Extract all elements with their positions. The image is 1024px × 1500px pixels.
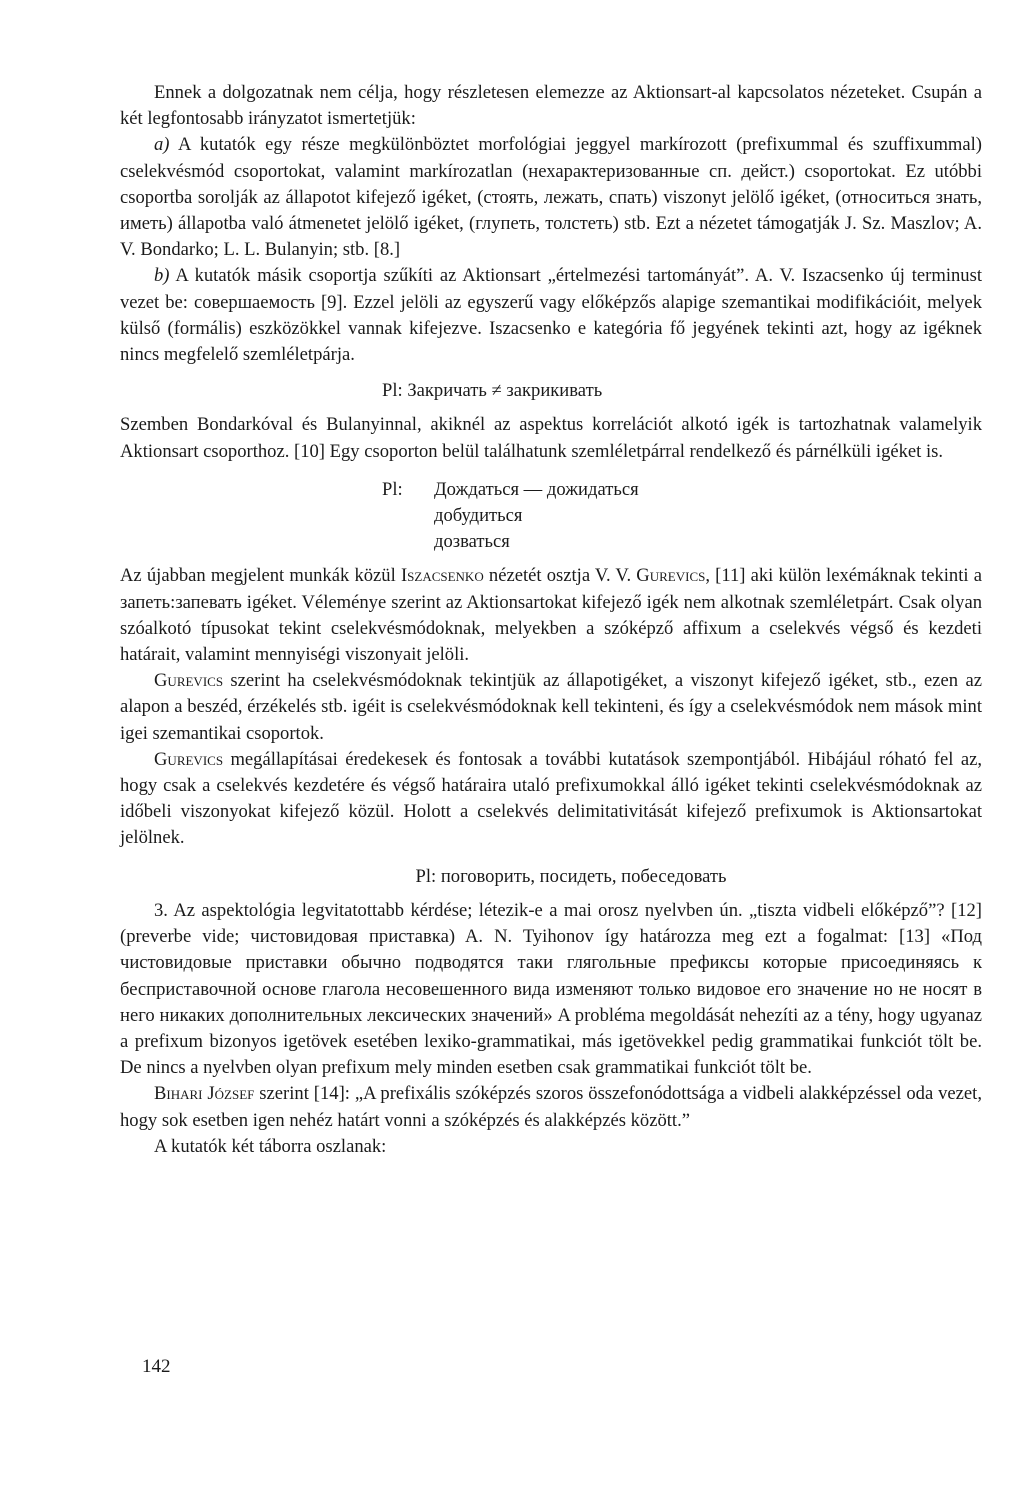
paragraph-camps: A kutatók két táborra oszlanak: [154,1135,387,1157]
page-body [120,80,982,1160]
paragraph-bihari [120,1081,982,1133]
paragraph-a-text: A kutatók egy része megkülönböztet morfológiai jeggyel markírozott (prefixummal és szuffixummal) cselekvésmód csoportokat, valamint markírozatlan (нехарактеризованные сп. дейст.) csoportokat. Ez utóbbi csoportba sorolják az állapotot kifejező igéket, (стоять, лежать, спать) viszonyt jelölő igéket, (относиться знать, иметь) állapotba való átmenetet jelölő igéket, (глупеть, толстеть) stb. Ezt a nézetet támogatják J. Sz. Maszlov; A. V. Bondarko; L. L. Bulanyin; stb. [8.] [120,134,982,261]
text-run: megállapításai éredekesek és fontosak a további kutatások szempontjából. Hibájául róható fel az, hogy csak a cselekvés kezdetére és végső határaira utaló prefixumokkal álló igéket tekinti cselekvésmódoknak az időbeli viszonyokat kifejező közül. Holott a cselekvés delimitativitását kifejező prefixumok is Aktionsartokat jelölnek. [120,748,982,849]
paragraph-b-text: A kutatók másik csoportja szűkíti az Aktionsart „értelmezési tartományát”. A. V. Iszacsenko új terminust vezet be: совершаемость [9]. Ezzel jelöli az egyszerű vagy előképzős alapige szemantikai modifikációit, melyek külső (formális) eszközökkel vannak kifejezve. Iszacsenko e kategória fő jegyének tekinti azt, hogy az igéknek nincs megfelelő szemléletpárja. [120,265,982,366]
list-marker-a: a) [154,134,170,156]
text-run: nézetét osztja V. V. [483,565,637,587]
example-2-label: Pl: [382,478,403,500]
example-2-line-2: добудиться [434,505,523,527]
example-2 [382,477,982,556]
paragraph-bondarko: Szemben Bondarkóval és Bulanyinnal, akiknél az aspektus korrelációt alkotó igék is tartozhatnak valamelyik Aktionsart csoporthoz. [10] Egy csoporton belül találhatunk szemléletpárral rendelkező és párnélküli igéket is. [120,414,982,462]
author-name: Gurevics [154,748,224,770]
paragraph-aspectology: 3. Az aspektológia legvitatottabb kérdése; létezik-e a mai orosz nyelvben ún. „tiszta vidbeli előképző”? [12] (preverbe vide; чистовидовая приставка) A. N. Tyihonov így határozza meg ezt a fogalmat: [13] «Под чистовидовые приставки обычно подводятся таки глягольные префиксы которые присоединяясь к бесприставочной основе глагола несовешенного вида изменяют только видовое его значение но не носят в него никаких дополнительных лексических значений» A probléma megoldását nehezíti az a tény, hogy ugyanaz a prefixum bizonyos igetövek esetében lexiko-grammatikai, más igetövekkel pedig grammatikai funkciót tölt be. De nincs a nyelvben olyan prefixum mely minden esetben csak grammatikai funkciót tölt be. [120,899,982,1079]
paragraph-gurevics-1 [120,563,982,668]
text-run: szerint [14]: „A prefixális szóképzés szoros összefonódottsága a vidbeli alakképzéssel oda vezet, hogy sok esetben igen nehéz határt vonni a szóképzés és alakképzés között.” [120,1083,982,1131]
text-run: , [11] aki külön lexémáknak tekinti a запеть:запевать igéket. Véleménye szerint az Aktionsartokat kifejező igék nem alkotnak szemléletpárt. Csak olyan szóalkotó típusokat tekint cselekvésmódoknak, melyekben a szóképző affixum a cselekvés végső és kezdeti határait, valamint mennyiségi viszonyait jelöli. [120,565,982,666]
paragraph-gurevics-2 [120,668,982,747]
author-name: Iszacsenko [400,565,484,587]
example-2-line-3: дозваться [434,531,510,553]
example-2-line-1: Дождаться — дожидаться [434,478,639,500]
paragraph-intro: Ennek a dolgozatnak nem célja, hogy részletesen elemezze az Aktionsart-al kapcsolatos nézeteket. Csupán a két legfontosabb irányzatot ismertetjük: [120,82,982,130]
text-run: Az újabban megjelent munkák közül [120,565,401,587]
example-3: Pl: поговорить, посидеть, побеседовать [415,865,727,887]
list-marker-b: b) [154,265,170,287]
paragraph-b [120,263,982,368]
author-name: Bihari József [154,1083,255,1105]
paragraph-gurevics-3 [120,747,982,852]
author-name: Gurevics [154,670,224,692]
page-number: 142 [142,1356,171,1377]
example-1: Pl: Закричать ≠ закрикивать [382,380,603,402]
paragraph-a [120,132,982,263]
text-run: szerint ha cselekvésmódoknak tekintjük az állapotigéket, a viszonyt kifejező igéket, stb., ezen az alapon a beszéd, érzékelés stb. igéit is cselekvésmódoknak kell tekinteni, és így a cselekvésmódok nem mások mint igei szemantikai csoportok. [120,670,982,744]
author-name: Gurevics [636,565,706,587]
